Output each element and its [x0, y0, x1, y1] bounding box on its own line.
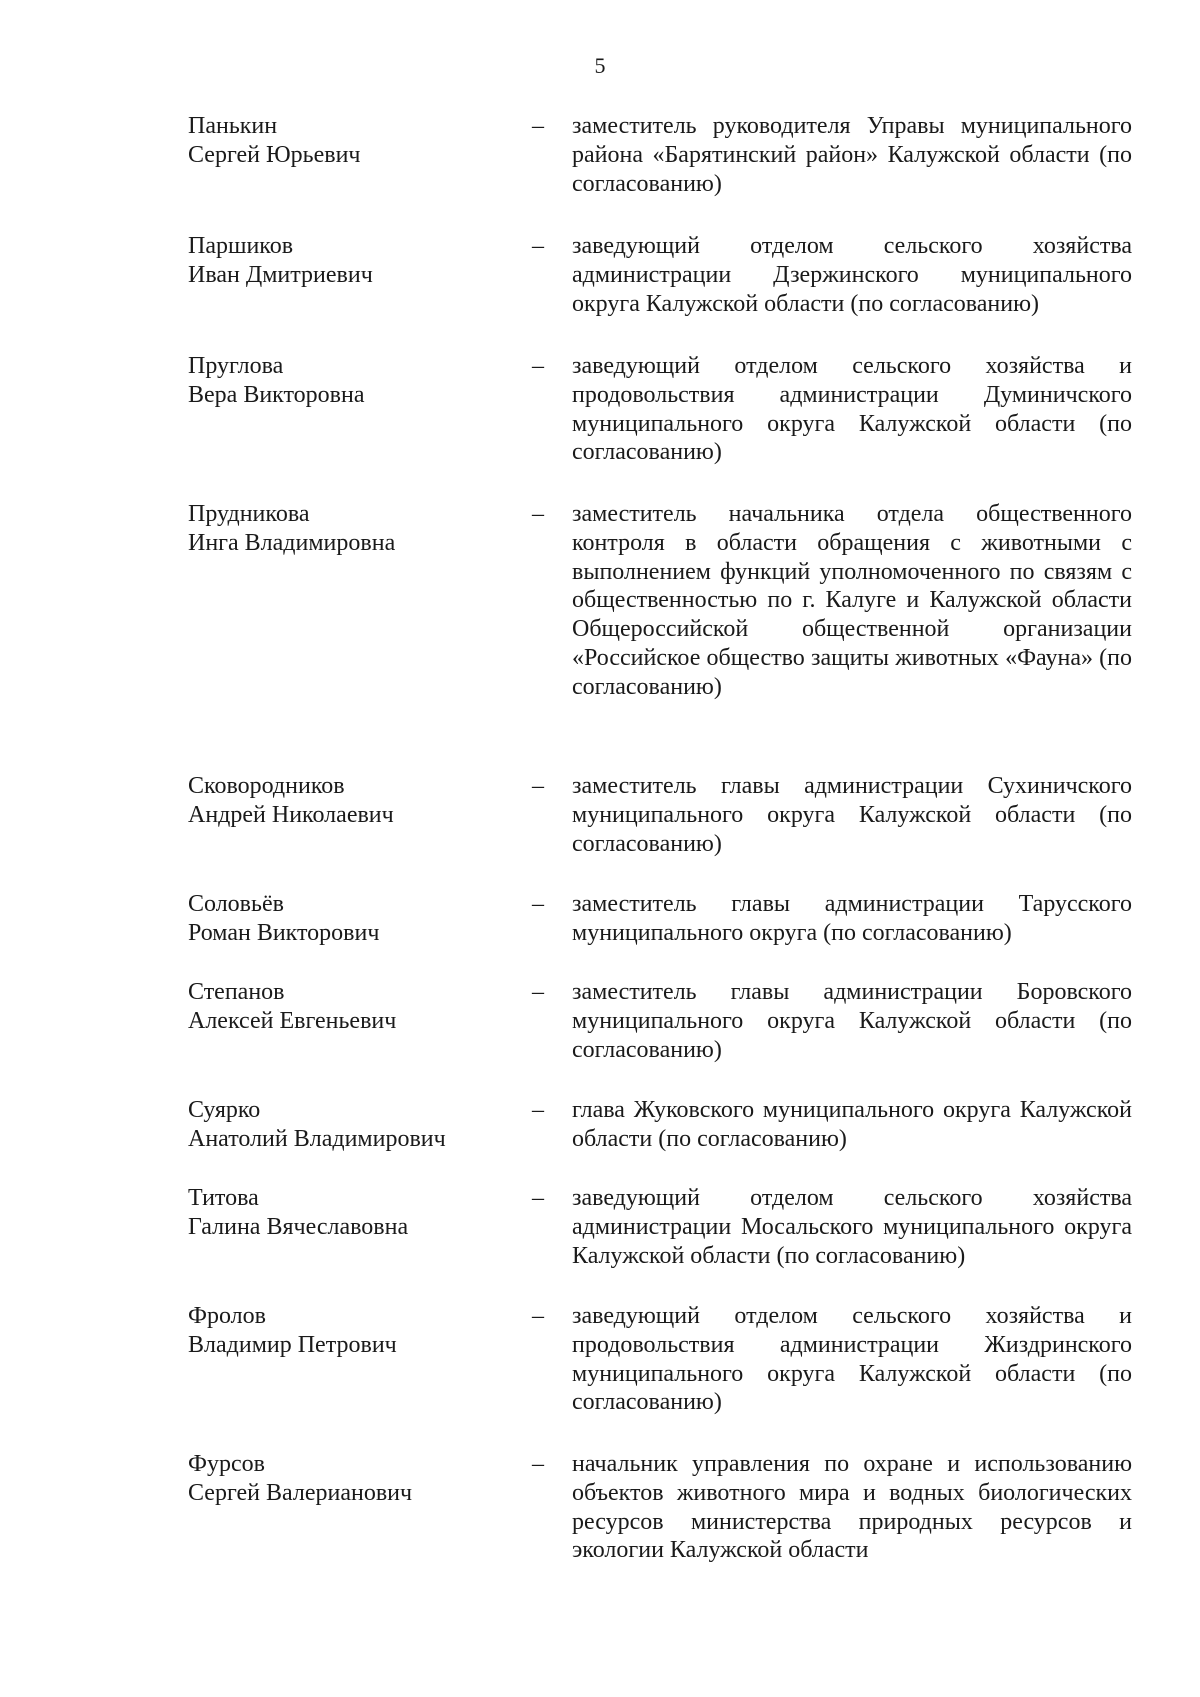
separator-dash: –	[532, 501, 544, 527]
person-given-names: Инга Владимировна	[188, 529, 396, 556]
person-position: заместитель начальника отдела общественного контроля в области обращения с животными с выполнением функций уполномоченного по связям с общественностью по г. Калуге и Калужской области Общероссийской общественной организации «Российское общество защиты животных «Фауна» (по согласованию)	[572, 501, 1132, 700]
person-surname: Прудникова	[188, 501, 310, 527]
person-given-names: Иван Дмитриевич	[188, 261, 373, 288]
person-given-names: Сергей Юрьевич	[188, 141, 361, 168]
person-name	[188, 978, 518, 1036]
person-position: заместитель главы администрации Тарусского муниципального округа (по согласованию)	[572, 891, 1132, 946]
person-surname: Фурсов	[188, 1451, 265, 1477]
person-name	[188, 500, 518, 558]
person-given-names: Галина Вячеславовна	[188, 1213, 409, 1240]
separator-dash: –	[532, 979, 544, 1005]
separator-dash: –	[532, 1303, 544, 1329]
person-surname: Соловьёв	[188, 891, 284, 917]
person-position: заведующий отделом сельского хозяйства администрации Дзержинского муниципального округа Калужской области (по согласованию)	[572, 233, 1132, 317]
separator-dash: –	[532, 1451, 544, 1477]
person-position: заместитель руководителя Управы муниципального района «Барятинский район» Калужской области (по согласованию)	[572, 113, 1132, 197]
person-name	[188, 1450, 518, 1508]
person-surname: Пруглова	[188, 353, 284, 379]
person-name	[188, 352, 518, 410]
person-name	[188, 890, 518, 948]
person-given-names: Роман Викторович	[188, 919, 380, 946]
person-position: глава Жуковского муниципального округа Калужской области (по согласованию)	[572, 1097, 1132, 1152]
person-name	[188, 1096, 518, 1154]
person-position: заместитель главы администрации Боровского муниципального округа Калужской области (по согласованию)	[572, 979, 1132, 1063]
separator-dash: –	[532, 353, 544, 379]
person-given-names: Владимир Петрович	[188, 1331, 397, 1358]
person-name	[188, 772, 518, 830]
person-position: заместитель главы администрации Сухиничского муниципального округа Калужской области (по согласованию)	[572, 773, 1132, 857]
person-given-names: Анатолий Владимирович	[188, 1125, 446, 1152]
person-position: начальник управления по охране и использованию объектов животного мира и водных биологических ресурсов министерства природных ресурсов и экологии Калужской области	[572, 1451, 1132, 1564]
page-number: 5	[594, 53, 606, 78]
separator-dash: –	[532, 233, 544, 259]
separator-dash: –	[532, 773, 544, 799]
person-position: заведующий отделом сельского хозяйства администрации Мосальского муниципального округа Калужской области (по согласованию)	[572, 1185, 1132, 1269]
person-surname: Титова	[188, 1185, 259, 1211]
person-surname: Суярко	[188, 1097, 261, 1123]
separator-dash: –	[532, 891, 544, 917]
person-given-names: Андрей Николаевич	[188, 801, 394, 828]
person-given-names: Сергей Валерианович	[188, 1479, 413, 1506]
person-given-names: Алексей Евгеньевич	[188, 1007, 397, 1034]
person-name	[188, 1184, 518, 1242]
person-given-names: Вера Викторовна	[188, 381, 365, 408]
separator-dash: –	[532, 113, 544, 139]
person-surname: Степанов	[188, 979, 285, 1005]
person-surname: Панькин	[188, 113, 278, 139]
separator-dash: –	[532, 1185, 544, 1211]
person-name	[188, 232, 518, 290]
separator-dash: –	[532, 1097, 544, 1123]
person-name	[188, 1302, 518, 1360]
person-surname: Паршиков	[188, 233, 294, 259]
person-surname: Сковородников	[188, 773, 345, 799]
person-position: заведующий отделом сельского хозяйства и продовольствия администрации Думиничского муниципального округа Калужской области (по согласованию)	[572, 353, 1132, 466]
person-position: заведующий отделом сельского хозяйства и продовольствия администрации Жиздринского муниципального округа Калужской области (по согласованию)	[572, 1303, 1132, 1416]
person-surname: Фролов	[188, 1303, 266, 1329]
person-name	[188, 112, 518, 170]
